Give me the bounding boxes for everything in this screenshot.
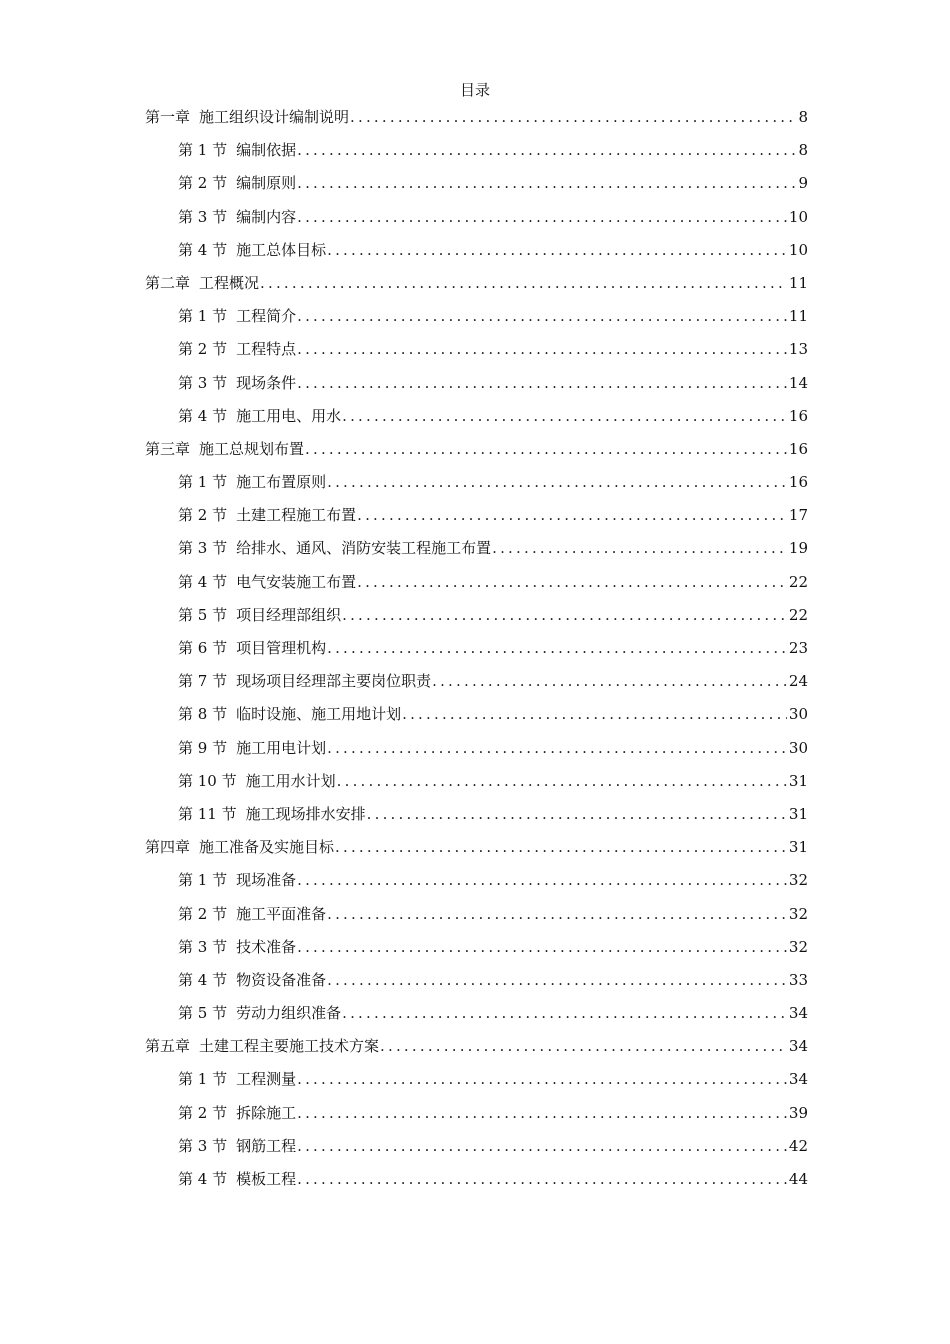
entry-number: 第五章 [145, 1037, 191, 1056]
entry-page-number: 31 [788, 771, 808, 790]
entry-number: 第 2 节 [178, 1103, 228, 1122]
dot-leader [402, 698, 787, 731]
toc-section-entry[interactable] [145, 134, 808, 167]
entry-number: 第 4 节 [178, 406, 228, 425]
entry-page-number: 23 [788, 639, 808, 657]
toc-section-entry[interactable] [145, 466, 808, 499]
dot-leader [297, 1097, 787, 1130]
entry-title: 临时设施、施工用地计划 [236, 705, 402, 724]
entry-title: 土建工程主要施工技术方案 [199, 1037, 380, 1056]
entry-number: 第 5 节 [178, 1004, 228, 1023]
entry-number: 第 1 节 [178, 141, 228, 160]
dot-leader [297, 367, 787, 400]
entry-page-number: 44 [788, 1170, 808, 1188]
toc-section-entry[interactable] [145, 400, 808, 433]
toc-section-entry[interactable] [145, 665, 808, 698]
entry-title: 工程特点 [236, 340, 297, 359]
entry-page-number: 33 [788, 970, 808, 989]
entry-page-number: 16 [788, 473, 808, 492]
toc-section-entry[interactable] [145, 964, 808, 997]
entry-page-number: 19 [788, 539, 808, 558]
dot-leader [327, 732, 787, 765]
entry-title: 施工现场排水安排 [245, 804, 366, 823]
toc-section-entry[interactable] [145, 997, 808, 1030]
entry-title: 电气安装施工布置 [236, 572, 357, 591]
entry-number: 第 5 节 [178, 605, 228, 624]
toc-section-entry[interactable] [145, 499, 808, 532]
dot-leader [297, 201, 787, 234]
entry-title: 钢筋工程 [236, 1136, 297, 1155]
toc-section-entry[interactable] [145, 732, 808, 765]
entry-number: 第二章 [145, 273, 191, 292]
entry-number: 第 2 节 [178, 174, 228, 193]
entry-number: 第 2 节 [178, 506, 228, 525]
entry-page-number: 17 [788, 506, 808, 525]
entry-number: 第 3 节 [178, 1136, 228, 1155]
toc-section-entry[interactable] [145, 566, 808, 599]
entry-number: 第 1 节 [178, 473, 228, 492]
entry-page-number: 31 [788, 838, 808, 857]
entry-page-number: 9 [798, 174, 808, 193]
dot-leader [432, 665, 787, 698]
entry-page-number: 30 [788, 738, 808, 757]
entry-page-number: 30 [788, 705, 808, 724]
entry-number: 第 7 节 [178, 672, 228, 691]
entry-number: 第 3 节 [178, 539, 228, 558]
entry-page-number: 22 [788, 605, 808, 624]
toc-chapter-entry[interactable] [145, 267, 808, 300]
dot-leader [297, 931, 787, 964]
entry-title: 物资设备准备 [236, 970, 327, 989]
entry-title: 现场项目经理部主要岗位职责 [236, 672, 432, 691]
toc-section-entry[interactable] [145, 532, 808, 565]
dot-leader [327, 964, 787, 997]
entry-page-number: 8 [798, 108, 808, 126]
entry-page-number: 16 [788, 439, 808, 458]
entry-number: 第 3 节 [178, 937, 228, 956]
entry-number: 第 4 节 [178, 240, 228, 259]
entry-page-number: 32 [788, 904, 808, 923]
entry-number: 第 9 节 [178, 738, 228, 757]
toc-section-entry[interactable] [145, 333, 808, 366]
entry-title: 项目经理部组织 [236, 605, 342, 624]
entry-title: 工程概况 [199, 273, 260, 292]
dot-leader [297, 300, 787, 333]
dot-leader [260, 267, 787, 300]
dot-leader [297, 864, 787, 897]
entry-number: 第 2 节 [178, 340, 228, 359]
dot-leader [297, 1163, 787, 1196]
entry-title: 劳动力组织准备 [236, 1004, 342, 1023]
entry-number: 第 3 节 [178, 207, 228, 226]
entry-page-number: 32 [788, 871, 808, 890]
dot-leader [327, 632, 787, 665]
entry-page-number: 10 [788, 240, 808, 259]
dot-leader [357, 566, 787, 599]
dot-leader [327, 234, 787, 267]
toc-section-entry[interactable] [145, 1163, 808, 1196]
toc-section-entry[interactable] [145, 798, 808, 831]
toc-chapter-entry[interactable] [145, 1030, 808, 1063]
entry-title: 施工组织设计编制说明 [199, 108, 350, 126]
dot-leader [327, 898, 787, 931]
entry-page-number: 14 [788, 373, 808, 392]
toc-title: 目录 [459, 81, 490, 99]
entry-page-number: 34 [788, 1037, 808, 1056]
dot-leader [335, 831, 787, 864]
entry-page-number: 34 [788, 1004, 808, 1023]
entry-number: 第 4 节 [178, 572, 228, 591]
entry-title: 现场条件 [236, 373, 297, 392]
entry-number: 第 2 节 [178, 904, 228, 923]
table-of-contents [145, 101, 808, 1196]
entry-number: 第 1 节 [178, 871, 228, 890]
dot-leader [342, 997, 787, 1030]
toc-section-entry[interactable] [145, 599, 808, 632]
entry-page-number: 16 [788, 406, 808, 425]
toc-section-entry[interactable] [145, 367, 808, 400]
entry-number: 第 1 节 [178, 1070, 228, 1089]
entry-title: 施工布置原则 [236, 473, 327, 492]
entry-number: 第 8 节 [178, 705, 228, 724]
entry-page-number: 11 [788, 307, 808, 326]
toc-section-entry[interactable] [145, 1130, 808, 1163]
entry-title: 工程简介 [236, 307, 297, 326]
entry-page-number: 42 [788, 1136, 808, 1155]
entry-page-number: 24 [788, 672, 808, 691]
dot-leader [327, 466, 787, 499]
dot-leader [492, 532, 787, 565]
entry-number: 第 3 节 [178, 373, 228, 392]
entry-title: 编制依据 [236, 141, 297, 160]
dot-leader [297, 1063, 787, 1096]
dot-leader [297, 333, 787, 366]
entry-title: 施工用电、用水 [236, 406, 342, 425]
toc-chapter-entry[interactable] [145, 433, 808, 466]
entry-page-number: 22 [788, 572, 808, 591]
entry-title: 工程测量 [236, 1070, 297, 1089]
entry-title: 施工总规划布置 [199, 439, 305, 458]
entry-title: 项目管理机构 [236, 639, 327, 657]
dot-leader [297, 1130, 787, 1163]
entry-number: 第 6 节 [178, 639, 228, 657]
entry-number: 第 1 节 [178, 307, 228, 326]
dot-leader [305, 433, 787, 466]
entry-title: 模板工程 [236, 1170, 297, 1188]
entry-page-number: 8 [798, 141, 808, 160]
dot-leader [380, 1030, 787, 1063]
entry-page-number: 10 [788, 207, 808, 226]
entry-number: 第 4 节 [178, 970, 228, 989]
entry-page-number: 13 [788, 340, 808, 359]
toc-section-entry[interactable] [145, 765, 808, 798]
toc-section-entry[interactable] [145, 300, 808, 333]
entry-number: 第一章 [145, 108, 191, 126]
dot-leader [367, 798, 787, 831]
dot-leader [337, 765, 787, 798]
entry-number: 第三章 [145, 439, 191, 458]
entry-title: 施工总体目标 [236, 240, 327, 259]
entry-title: 技术准备 [236, 937, 297, 956]
toc-section-entry[interactable] [145, 1097, 808, 1130]
entry-title: 施工用电计划 [236, 738, 327, 757]
entry-title: 编制内容 [236, 207, 297, 226]
entry-page-number: 32 [788, 937, 808, 956]
toc-chapter-entry[interactable] [145, 101, 808, 134]
toc-section-entry[interactable] [145, 632, 808, 665]
toc-section-entry[interactable] [145, 931, 808, 964]
entry-page-number: 34 [788, 1070, 808, 1089]
entry-number: 第 4 节 [178, 1170, 228, 1188]
toc-section-entry[interactable] [145, 167, 808, 200]
entry-title: 土建工程施工布置 [236, 506, 357, 525]
entry-number: 第四章 [145, 838, 191, 857]
entry-number: 第 10 节 [178, 771, 237, 790]
dot-leader [342, 400, 787, 433]
toc-chapter-entry[interactable] [145, 831, 808, 864]
toc-section-entry[interactable] [145, 234, 808, 267]
dot-leader [342, 599, 787, 632]
entry-title: 现场准备 [236, 871, 297, 890]
toc-section-entry[interactable] [145, 864, 808, 897]
toc-section-entry[interactable] [145, 1063, 808, 1096]
entry-title: 施工平面准备 [236, 904, 327, 923]
entry-title: 拆除施工 [236, 1103, 297, 1122]
entry-title: 编制原则 [236, 174, 297, 193]
dot-leader [297, 167, 796, 200]
entry-title: 施工准备及实施目标 [199, 838, 335, 857]
dot-leader [297, 134, 796, 167]
entry-title: 施工用水计划 [245, 771, 336, 790]
toc-section-entry[interactable] [145, 698, 808, 731]
toc-section-entry[interactable] [145, 201, 808, 234]
dot-leader [350, 101, 796, 134]
toc-section-entry[interactable] [145, 898, 808, 931]
entry-number: 第 11 节 [178, 804, 237, 823]
entry-title: 给排水、通风、消防安装工程施工布置 [236, 539, 492, 558]
entry-page-number: 11 [788, 273, 808, 292]
dot-leader [357, 499, 787, 532]
entry-page-number: 31 [788, 804, 808, 823]
entry-page-number: 39 [788, 1103, 808, 1122]
